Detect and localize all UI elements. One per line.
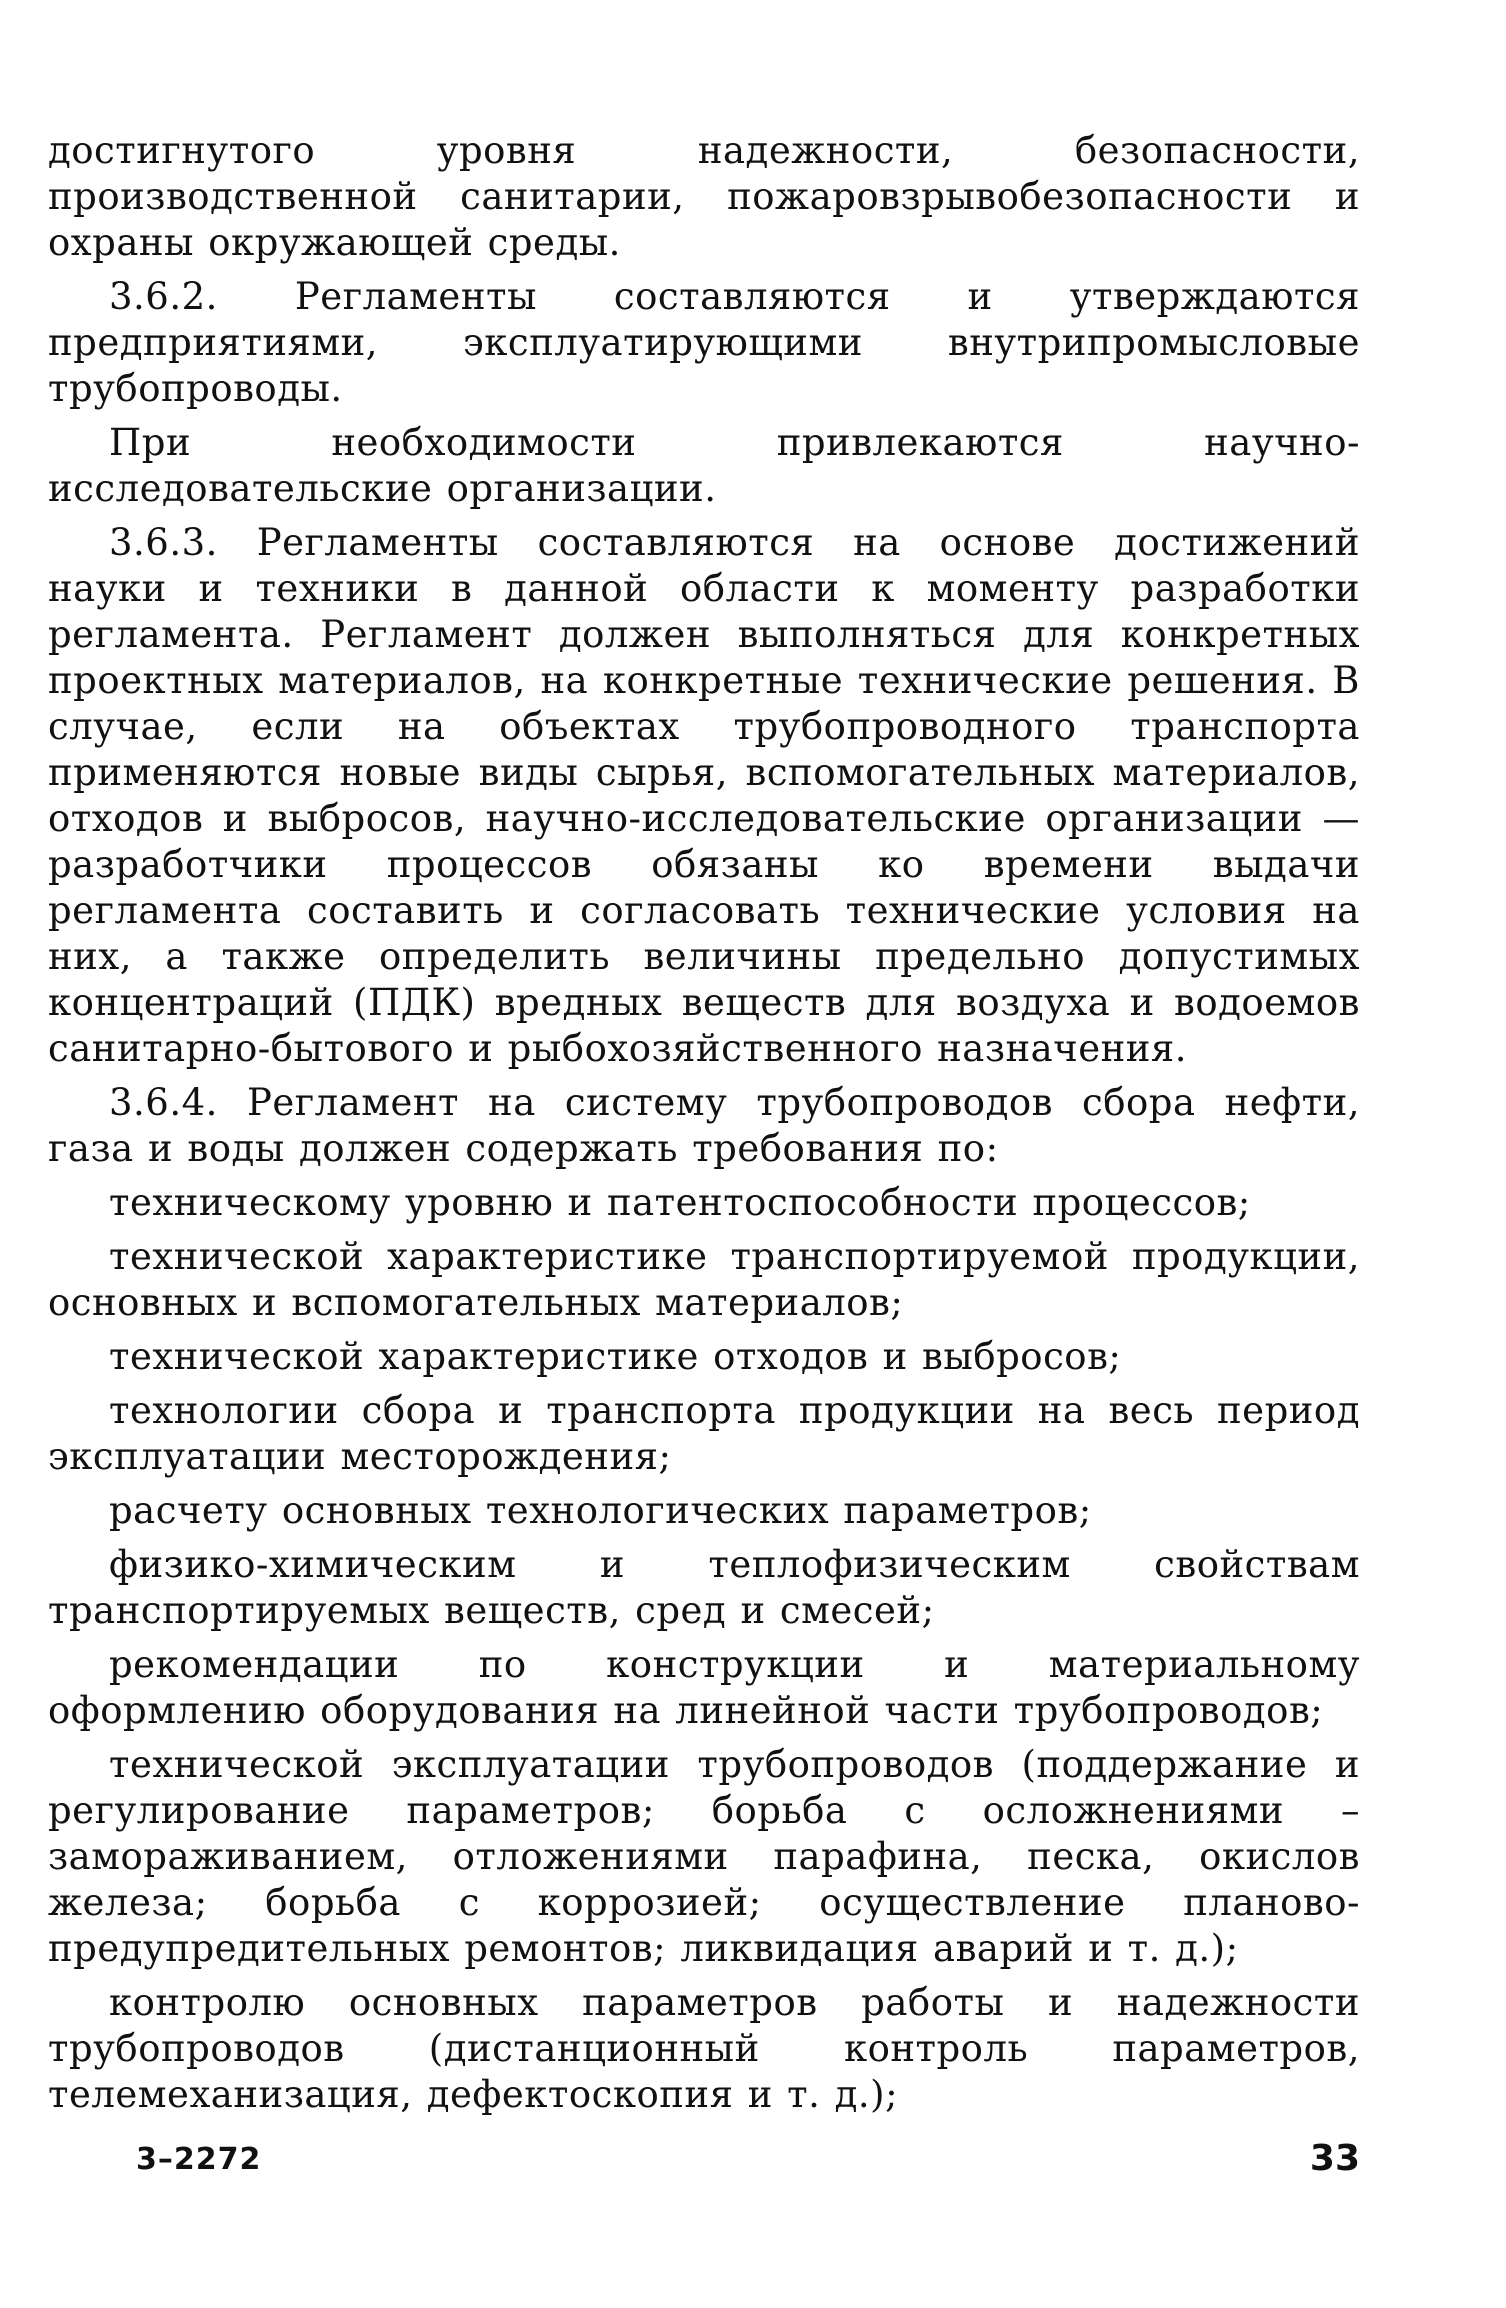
paragraph: При необходимости привлекаются научно-исследовательские организации. bbox=[48, 421, 1360, 510]
page-footer bbox=[48, 2138, 1360, 2192]
list-item: контролю основных параметров работы и надежности трубопроводов (дистанционный контроль параметров, телемеханизация, дефектоскопия и т. д.); bbox=[48, 1981, 1360, 2116]
list-item: технической характеристике транспортируемой продукции, основных и вспомогательных материалов; bbox=[48, 1235, 1360, 1324]
list-item: физико-химическим и теплофизическим свойствам транспортируемых веществ, сред и смесей; bbox=[48, 1543, 1360, 1632]
paragraph: 3.6.2. Регламенты составляются и утверждаются предприятиями, эксплуатирующими внутрипромысловые трубопроводы. bbox=[48, 275, 1360, 410]
printer-signature: 3–2272 bbox=[136, 2142, 262, 2177]
list-item: техническому уровню и патентоспособности процессов; bbox=[109, 1181, 1251, 1224]
list-item: рекомендации по конструкции и материальному оформлению оборудования на линейной части трубопроводов; bbox=[48, 1643, 1360, 1732]
paragraph: 3.6.3. Регламенты составляются на основе достижений науки и техники в данной области к моменту разработки регламента. Регламент должен выполняться для конкретных проектных материалов, на конкретные технические решения. В случае, если на объектах трубопроводного транспорта применяются новые виды сырья, вспомогательных материалов, отходов и выбросов, научно-исследовательские организации — разработчики процессов обязаны ко времени выдачи регламента составить и согласовать технические условия на них, а также определить величины предельно допустимых концентраций (ПДК) вредных веществ для воздуха и водоемов санитарно-бытового и рыбохозяйственного назначения. bbox=[48, 521, 1360, 1070]
list-item: технической эксплуатации трубопроводов (поддержание и регулирование параметров; борьба с осложнениями – замораживанием, отложениями парафина, песка, окислов железа; борьба с коррозией; осуществление планово-предупредительных ремонтов; ликвидация аварий и т. д.); bbox=[48, 1743, 1360, 1970]
page-body bbox=[48, 128, 1360, 2118]
list-item: технической характеристике отходов и выбросов; bbox=[109, 1335, 1122, 1378]
list-item: расчету основных технологических параметров; bbox=[109, 1489, 1092, 1532]
paragraph: достигнутого уровня надежности, безопасности, производственной санитарии, пожаровзрывобезопасности и охраны окружающей среды. bbox=[48, 129, 1360, 264]
page-number: 33 bbox=[1309, 2138, 1360, 2179]
list-item: технологии сбора и транспорта продукции на весь период эксплуатации месторождения; bbox=[48, 1389, 1360, 1478]
paragraph: 3.6.4. Регламент на систему трубопроводов сбора нефти, газа и воды должен содержать требования по: bbox=[48, 1081, 1360, 1170]
